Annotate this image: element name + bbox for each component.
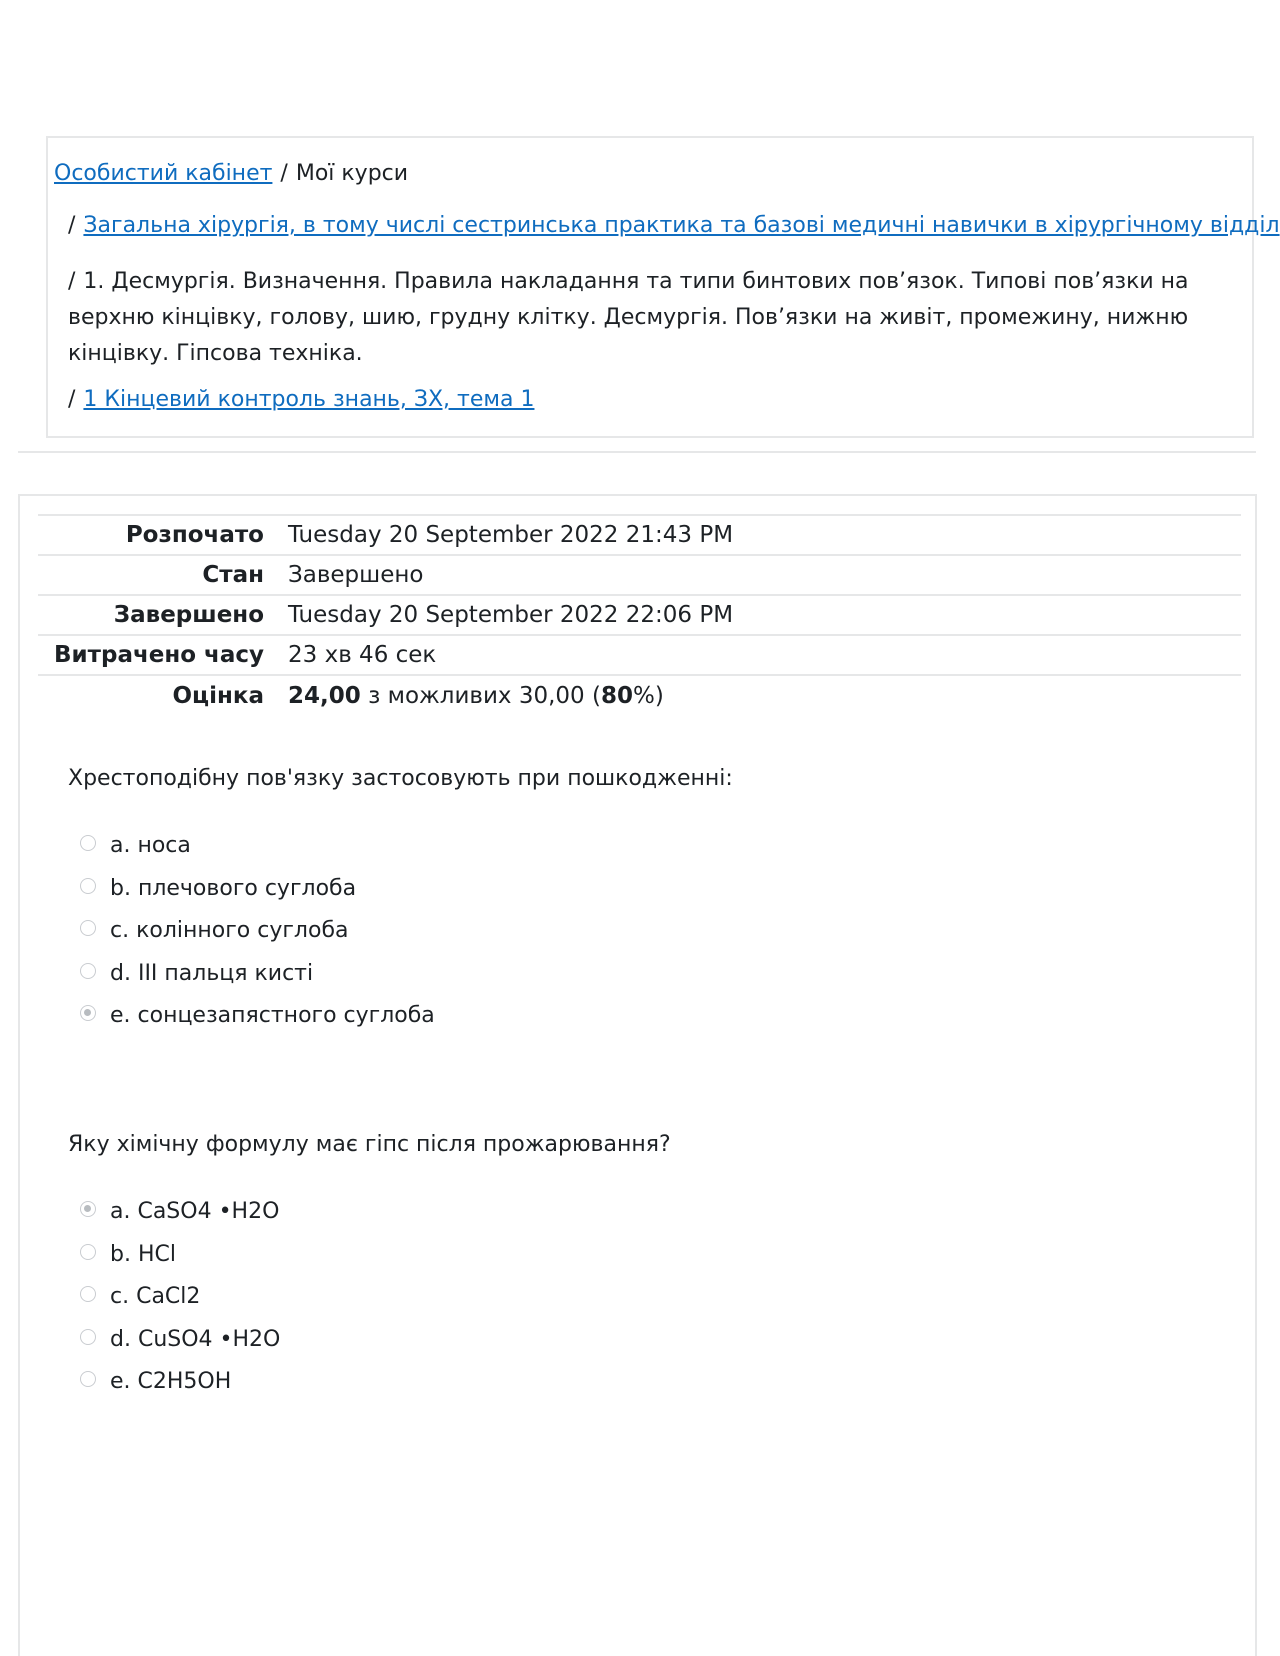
question-text: Яку хімічну формулу має гіпс після прожарювання? [68,1132,671,1157]
breadcrumb-separator: / [68,213,76,238]
attempt-summary-table [38,514,1241,715]
question-1 [68,763,733,1038]
summary-value-grade [276,675,1241,715]
summary-label: Витрачено часу [54,642,264,668]
answer-label: b. плечового суглоба [110,875,357,901]
breadcrumb-row-3 [68,264,1238,372]
breadcrumb-link-quiz[interactable]: 1 Кінцевий контроль знань, ЗХ, тема 1 [83,387,535,412]
summary-label: Оцінка [172,682,264,709]
answer-label: d. CuSO4 •H2O [110,1326,281,1352]
breadcrumb-separator: / [68,387,76,412]
summary-value: Tuesday 20 September 2022 21:43 PM [288,522,734,548]
summary-label: Завершено [113,602,264,628]
breadcrumb-item-section: 1. Десмургія. Визначення. Правила накладання та типи бинтових пов’язок. Типові пов’язки на верхню кінцівку, голову, шию, грудну клітку. Десмургія. Пов’язки на живіт, промежину, нижню кінцівку. Гіпсова техніка. [68,269,1189,366]
answer-option[interactable] [80,953,733,996]
answer-label: a. носа [110,833,191,859]
radio-button[interactable] [80,963,96,979]
answer-label: d. III пальця кисті [110,960,314,986]
summary-row-started [38,515,1241,555]
summary-row-state [38,555,1241,595]
summary-label: Стан [202,562,264,588]
answer-option[interactable] [80,910,733,953]
quiz-review-panel [18,494,1257,1656]
answer-label: c. CaCl2 [110,1284,201,1310]
radio-button[interactable] [80,878,96,894]
radio-button[interactable] [80,835,96,851]
answer-option[interactable] [80,868,733,911]
radio-button[interactable] [80,920,96,936]
answer-label: e. C2H5OH [110,1369,232,1395]
grade-score: 24,00 [288,682,361,709]
grade-suffix: %) [632,682,664,709]
summary-value: 23 хв 46 сек [288,642,437,668]
breadcrumb-row-2 [68,208,1280,244]
radio-button[interactable] [80,1371,96,1387]
answer-label: b. HCl [110,1241,176,1267]
radio-button[interactable] [80,1286,96,1302]
breadcrumb-separator: / [68,269,76,294]
grade-percent: 80 [600,682,633,709]
header-divider [18,451,1256,453]
answer-option[interactable] [80,1234,671,1277]
radio-button[interactable] [80,1329,96,1345]
radio-button[interactable] [80,1201,96,1217]
answer-option[interactable] [80,1319,671,1362]
answer-list [68,1191,671,1404]
grade-middle: з можливих 30,00 ( [360,682,601,709]
answer-option[interactable] [80,825,733,868]
breadcrumb [46,136,1280,438]
answer-label: c. колінного суглоба [110,918,349,944]
summary-row-grade [38,675,1241,715]
answer-option[interactable] [80,1361,671,1404]
question-text: Хрестоподібну пов'язку застосовують при пошкодженні: [68,766,733,791]
breadcrumb-link-course[interactable]: Загальна хірургія, в тому числі сестринська практика та базові медичні навички в хірургічному відділ [83,213,1280,238]
radio-button[interactable] [80,1005,96,1021]
breadcrumb-row-1 [54,156,408,192]
answer-option[interactable] [80,1276,671,1319]
summary-row-time-taken [38,635,1241,675]
summary-label: Розпочато [125,522,264,548]
answer-option[interactable] [80,995,733,1038]
answer-option[interactable] [80,1191,671,1234]
answer-list [68,825,733,1038]
answer-label: e. сонцезапястного суглоба [110,1003,435,1029]
answer-label: a. CaSO4 •H2O [110,1199,280,1225]
summary-value: Завершено [288,562,424,588]
summary-row-completed [38,595,1241,635]
summary-value: Tuesday 20 September 2022 22:06 PM [288,602,734,628]
breadcrumb-link-dashboard[interactable]: Особистий кабінет [54,161,273,186]
breadcrumb-separator: / [280,161,288,186]
breadcrumb-item-my-courses: Мої курси [295,161,409,186]
radio-button[interactable] [80,1244,96,1260]
breadcrumb-row-4 [68,382,534,418]
question-2 [68,1129,671,1404]
